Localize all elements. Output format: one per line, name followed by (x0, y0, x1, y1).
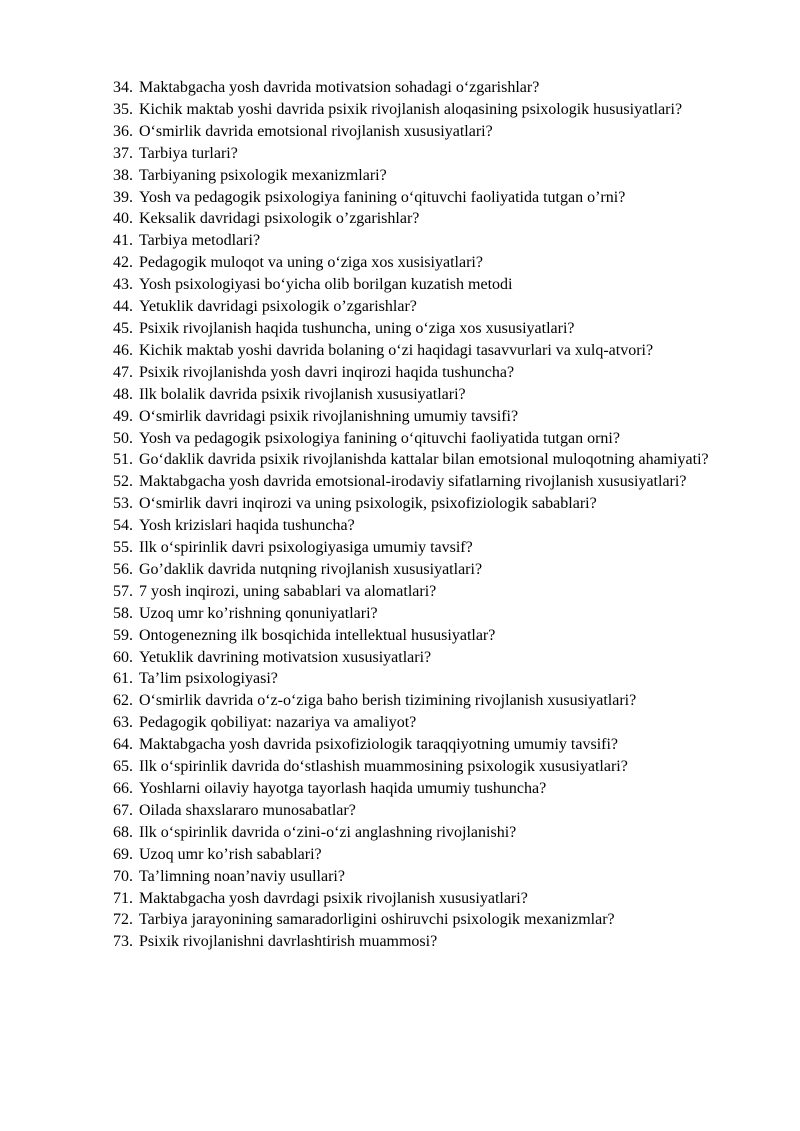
question-number: 34. (113, 79, 133, 96)
question-text: Tarbiya jarayonining samaradorligini oshiruvchi psixologik mexanizmlar? (139, 911, 615, 929)
question-item (113, 406, 743, 428)
question-text: Tarbiyaning psixologik mexanizmlari? (139, 166, 387, 184)
question-number: 65. (113, 758, 133, 776)
question-number: 72. (113, 911, 133, 929)
question-number: 45. (113, 319, 133, 337)
question-number: 36. (113, 122, 133, 140)
question-text: Yosh psixologiyasi bo‘yicha olib borilgan kuzatish metodi (139, 276, 513, 294)
question-item (113, 844, 743, 866)
question-number: 47. (113, 363, 133, 381)
question-text: Go‘daklik davrida psixik rivojlanishda kattalar bilan emotsional muloqotning ahamiyati? (139, 451, 709, 469)
question-number: 41. (113, 232, 133, 250)
question-number: 66. (113, 780, 133, 797)
question-text: Ta’lim psixologiyasi? (139, 670, 278, 688)
question-item (113, 165, 743, 187)
question-item (113, 647, 743, 669)
question-text: O‘smirlik davrida o‘z-o‘ziga baho berish tizimining rivojlanish xususiyatlari? (139, 692, 637, 710)
question-text: Maktabgacha yosh davrida psixofiziologik taraqqiyotning umumiy tavsifi? (139, 736, 619, 754)
question-text: O‘smirlik davri inqirozi va uning psixologik, psixofiziologik sabablari? (139, 495, 597, 513)
question-number: 58. (113, 604, 133, 622)
question-number: 57. (113, 582, 133, 600)
question-text: Go’daklik davrida nutqning rivojlanish xususiyatlari? (139, 560, 483, 578)
question-number: 62. (113, 692, 133, 710)
question-item (113, 230, 743, 252)
question-item (113, 99, 743, 121)
question-item (113, 734, 743, 756)
question-item (113, 449, 743, 471)
question-text: Yosh krizislari haqida tushuncha? (139, 517, 355, 535)
question-item (113, 252, 743, 274)
question-number: 68. (113, 823, 133, 841)
question-text: Yetuklik davrining motivatsion xususiyatlari? (139, 648, 432, 666)
question-number: 40. (113, 210, 133, 228)
question-item (113, 537, 743, 559)
question-text: Yosh va pedagogik psixologiya fanining o‘qituvchi faoliyatida tutgan o’rni? (139, 188, 626, 206)
question-item (113, 296, 743, 318)
question-item (113, 581, 743, 603)
question-item (113, 712, 743, 734)
question-item (113, 208, 743, 230)
question-item (113, 318, 743, 340)
question-item (113, 866, 743, 888)
question-text: Pedagogik qobiliyat: nazariya va amaliyot? (139, 714, 417, 732)
question-text: Maktabgacha yosh davrdagi psixik rivojlanish xususiyatlari? (139, 889, 528, 907)
question-number: 46. (113, 341, 133, 359)
question-number: 52. (113, 473, 133, 491)
question-number: 60. (113, 648, 133, 666)
question-text: Yetuklik davridagi psixologik o’zgarishlar? (139, 298, 417, 316)
question-item (113, 822, 743, 844)
question-item (113, 384, 743, 406)
question-text: Kichik maktab yoshi davrida bolaning o‘zi haqidagi tasavvurlari va xulq-atvori? (139, 341, 654, 359)
question-item (113, 800, 743, 822)
question-number: 53. (113, 495, 133, 513)
question-number: 49. (113, 407, 133, 425)
question-text: Ilk o‘spirinlik davri psixologiyasiga umumiy tavsif? (139, 539, 473, 557)
question-item (113, 428, 743, 450)
question-text: 7 yosh inqirozi, uning sabablari va alomatlari? (139, 582, 437, 600)
question-item (113, 143, 743, 165)
question-number: 69. (113, 845, 133, 863)
question-list (113, 77, 743, 953)
question-item (113, 77, 743, 99)
question-number: 43. (113, 276, 133, 294)
question-text: O‘smirlik davridagi psixik rivojlanishning umumiy tavsifi? (139, 407, 519, 425)
question-text: Kichik maktab yoshi davrida psixik rivojlanish aloqasining psixologik hususiyatlari? (139, 100, 683, 118)
question-item (113, 668, 743, 690)
question-item (113, 362, 743, 384)
question-item (113, 778, 743, 800)
question-item (113, 888, 743, 910)
question-item (113, 603, 743, 625)
question-number: 55. (113, 539, 133, 557)
question-number: 44. (113, 298, 133, 316)
question-text: Psixik rivojlanishda yosh davri inqirozi haqida tushuncha? (139, 363, 515, 381)
question-text: Uzoq umr ko’rishning qonuniyatlari? (139, 604, 378, 622)
question-text: Pedagogik muloqot va uning o‘ziga xos xusisiyatlari? (139, 254, 483, 272)
question-number: 42. (113, 254, 133, 272)
question-number: 39. (113, 188, 133, 206)
question-item (113, 909, 743, 931)
question-number: 48. (113, 385, 133, 403)
question-number: 70. (113, 867, 133, 885)
question-number: 73. (113, 933, 133, 951)
question-text: Psixik rivojlanish haqida tushuncha, uning o‘ziga xos xususiyatlari? (139, 319, 575, 337)
question-text: Ontogenezning ilk bosqichida intellektual hususiyatlar? (139, 626, 496, 644)
question-text: O‘smirlik davrida emotsional rivojlanish xususiyatlari? (139, 122, 493, 140)
question-item (113, 756, 743, 778)
question-number: 35. (113, 100, 133, 118)
question-item (113, 274, 743, 296)
question-number: 59. (113, 626, 133, 644)
question-number: 64. (113, 736, 133, 754)
question-item (113, 493, 743, 515)
question-text: Uzoq umr ko’rish sabablari? (139, 845, 322, 863)
question-number: 56. (113, 560, 133, 578)
question-text: Tarbiya metodlari? (139, 232, 261, 250)
question-text: Psixik rivojlanishni davrlashtirish muammosi? (139, 933, 438, 951)
question-number: 67. (113, 801, 133, 819)
question-item (113, 931, 743, 953)
question-text: Keksalik davridagi psixologik o’zgarishlar? (139, 210, 420, 228)
question-item (113, 340, 743, 362)
question-text: Ilk o‘spirinlik davrida o‘zini-o‘zi anglashning rivojlanishi? (139, 823, 517, 841)
question-number: 51. (113, 451, 133, 469)
question-item (113, 515, 743, 537)
question-number: 38. (113, 166, 133, 184)
question-text: Yosh va pedagogik psixologiya fanining o‘qituvchi faoliyatida tutgan orni? (139, 429, 620, 447)
question-number: 61. (113, 670, 133, 688)
question-text: Yoshlarni oilaviy hayotga tayorlash haqida umumiy tushuncha? (139, 780, 547, 797)
question-number: 54. (113, 517, 133, 535)
question-number: 50. (113, 429, 133, 447)
question-text: Maktabgacha yosh davrida motivatsion sohadagi o‘zgarishlar? (139, 79, 540, 96)
question-text: Tarbiya turlari? (139, 144, 238, 162)
question-number: 37. (113, 144, 133, 162)
question-item (113, 559, 743, 581)
question-item (113, 121, 743, 143)
question-number: 71. (113, 889, 133, 907)
question-text: Ta’limning noan’naviy usullari? (139, 867, 345, 885)
question-item (113, 187, 743, 209)
question-number: 63. (113, 714, 133, 732)
question-item (113, 471, 743, 493)
question-text: Ilk o‘spirinlik davrida do‘stlashish muammosining psixologik xususiyatlari? (139, 758, 628, 776)
question-text: Ilk bolalik davrida psixik rivojlanish xususiyatlari? (139, 385, 466, 403)
question-item (113, 690, 743, 712)
question-text: Oilada shaxslararo munosabatlar? (139, 801, 356, 819)
question-item (113, 625, 743, 647)
question-text: Maktabgacha yosh davrida emotsional-irodaviy sifatlarning rivojlanish xususiyatlari? (139, 473, 687, 491)
